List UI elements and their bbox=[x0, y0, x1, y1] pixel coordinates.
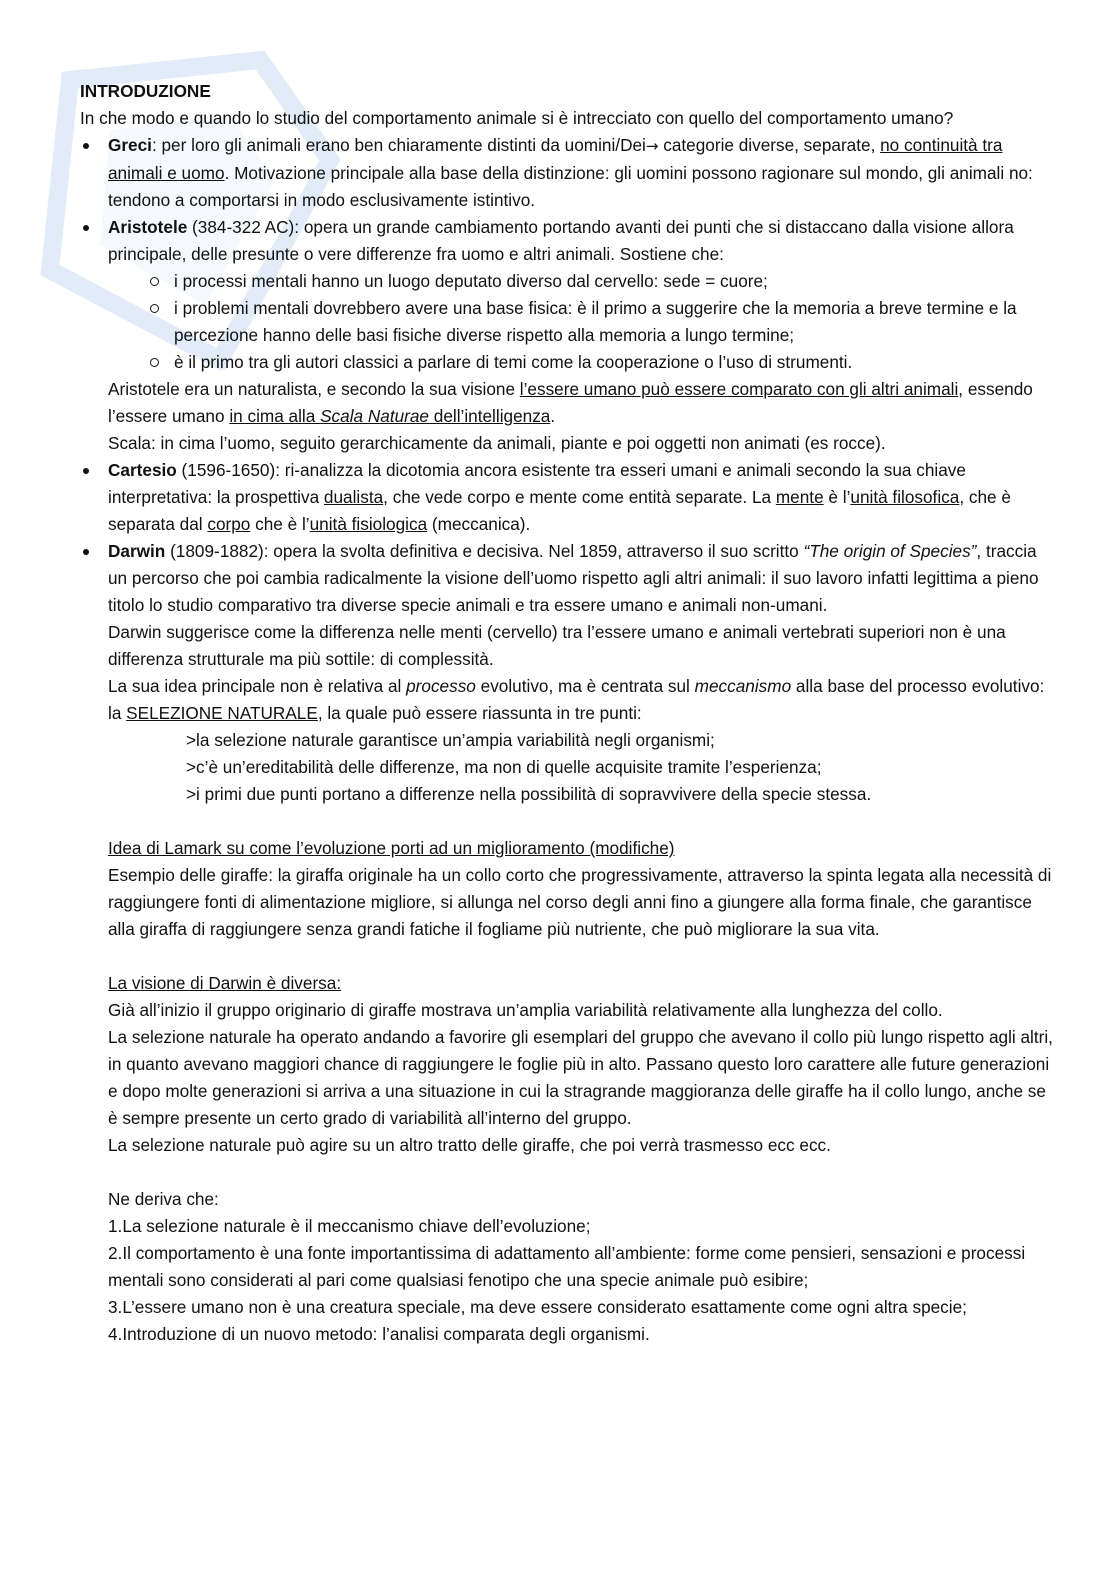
point-line: >i primi due punti portano a differenze nella possibilità di sopravvivere della specie stessa. bbox=[186, 784, 872, 804]
conclusions-section bbox=[80, 1186, 1060, 1348]
list-item-greci: Greci: per loro gli animali erano ben chiaramente distinti da uomini/Dei→ categorie diverse, separate, no continuità tra animali e uomo. Motivazione principale alla base della distinzione: gli uomini possono ragionare sul mondo, gli animali no: tendono a comportarsi in modo esclusivamente istintivo. bbox=[80, 132, 1060, 214]
conclusion-item: 2.Il comportamento è una fonte importantissima di adattamento all’ambiente: forme come pensieri, sensazioni e processi mentali sono considerati al pari come qualsiasi fenotipo che una specie animale può esibire; bbox=[108, 1243, 1026, 1290]
conclusion-item: 1.La selezione naturale è il meccanismo chiave dell’evoluzione; bbox=[108, 1216, 591, 1236]
list-item-cartesio: Cartesio (1596-1650): ri-analizza la dicotomia ancora esistente tra esseri umani e animali secondo la sua chiave interpretativa: la prospettiva dualista, che vede corpo e mente come entità separate. La mente è l’unità filosofica, che è separata dal corpo che è l’unità fisiologica (meccanica). bbox=[80, 457, 1060, 538]
paragraph: Scala: in cima l’uomo, seguito gerarchicamente da animali, piante e poi oggetti non animati (es rocce). bbox=[108, 433, 886, 453]
paragraph: Aristotele era un naturalista, e secondo la sua visione l’essere umano può essere comparato con gli altri animali, essendo l’essere umano in cima alla Scala Naturae dell’intelligenza. bbox=[108, 379, 1033, 426]
circle-bullet-icon bbox=[150, 358, 159, 367]
circle-bullet-icon bbox=[150, 277, 159, 286]
sub-list bbox=[108, 268, 1060, 376]
paragraph: La sua idea principale non è relativa al processo evolutivo, ma è centrata sul meccanismo alla base del processo evolutivo: la SELEZIONE NATURALE, la quale può essere riassunta in tre punti: bbox=[108, 676, 1045, 723]
term-greci: Greci bbox=[108, 135, 152, 155]
darwin-view-section bbox=[80, 970, 1060, 1159]
bullet-icon bbox=[83, 468, 89, 474]
sub-item: i problemi mentali dovrebbero avere una base fisica: è il primo a suggerire che la memoria a breve termine e la percezione hanno delle basi fisiche diverse rispetto alla memoria a lungo termine; bbox=[146, 295, 1060, 349]
conclusion-item: 4.Introduzione di un nuovo metodo: l’analisi comparata degli organismi. bbox=[108, 1324, 650, 1344]
bullet-icon bbox=[83, 143, 89, 149]
document-page bbox=[80, 78, 1060, 1348]
bullet-icon bbox=[83, 225, 89, 231]
intro-question: In che modo e quando lo studio del comportamento animale si è intrecciato con quello del comportamento umano? bbox=[80, 108, 954, 128]
section-heading: Idea di Lamark su come l’evoluzione porti ad un miglioramento (modifiche) bbox=[108, 838, 675, 858]
arrow-right-icon: → bbox=[645, 137, 659, 155]
conclusion-item: 3.L’essere umano non è una creatura speciale, ma deve essere considerato esattamente come ogni altra specie; bbox=[108, 1297, 967, 1317]
paragraph: La selezione naturale ha operato andando a favorire gli esemplari del gruppo che avevano il collo più lungo rispetto agli altri, in quanto avevano maggiori chance di raggiungere le foglie più in alto. Passano questo loro carattere alle future generazioni e dopo molte generazioni si arriva a una situazione in cui la stragrande maggioranza delle giraffe ha il collo lungo, anche se è sempre presente un certo grado di variabilità all’interno del gruppo. bbox=[108, 1027, 1053, 1128]
sub-item: i processi mentali hanno un luogo deputato diverso dal cervello: sede = cuore; bbox=[146, 268, 1060, 295]
point-line: >c’è un’ereditabilità delle differenze, ma non di quelle acquisite tramite l’esperienza; bbox=[186, 757, 822, 777]
list-item-aristotele: Aristotele (384-322 AC): opera un grande cambiamento portando avanti dei punti che si distaccano dalla visione allora principale, delle presunte o vere differenze fra uomo e altri animali. Sostiene che: i processi mentali hanno un luogo deputato diverso dal cervello: sede = cuore; i problemi mentali dovrebbero avere una base fisica: è il primo a suggerire che la memoria a breve termine e la percezione hanno delle basi fisiche diverse rispetto alla memoria a lungo termine; è il primo tra gli autori classici a parlare di temi come la cooperazione o l’uso di strumenti. Aristotele era un naturalista, e secondo la sua visione l’essere umano può essere comparato con gli altri animali, essendo l’essere umano in cima alla Scala Naturae dell’intelligenza. Scala: in cima l’uomo, seguito gerarchicamente da animali, piante e poi oggetti non animati (es rocce). bbox=[80, 214, 1060, 457]
paragraph: Ne deriva che: bbox=[108, 1189, 219, 1209]
bullet-icon bbox=[83, 549, 89, 555]
sub-item: è il primo tra gli autori classici a parlare di temi come la cooperazione o l’uso di strumenti. bbox=[146, 349, 1060, 376]
lamark-section bbox=[80, 835, 1060, 943]
paragraph: La selezione naturale può agire su un altro tratto delle giraffe, che poi verrà trasmesso ecc ecc. bbox=[108, 1135, 831, 1155]
paragraph: Esempio delle giraffe: la giraffa originale ha un collo corto che progressivamente, attraverso la spinta legata alla necessità di raggiungere fonti di alimentazione migliore, si allunga nel corso degli anni fino a giungere alla forma finale, che garantisce alla giraffa di raggiungere senza grandi fatiche il fogliame più nutriente, che può migliorare la sua vita. bbox=[108, 865, 1052, 939]
term-aristotele: Aristotele bbox=[108, 217, 188, 237]
point-line: >la selezione naturale garantisce un’ampia variabilità negli organismi; bbox=[186, 730, 715, 750]
list-item-darwin: Darwin (1809-1882): opera la svolta definitiva e decisiva. Nel 1859, attraverso il suo scritto “The origin of Species”, traccia un percorso che poi cambia radicalmente la visione dell’uomo rispetto agli altri animali: il suo lavoro infatti legittima a pieno titolo lo studio comparativo tra diverse specie animali e tra essere umano e animali non-umani. Darwin suggerisce come la differenza nelle menti (cervello) tra l’essere umano e animali vertebrati superiori non è una differenza strutturale ma più sottile: di complessità. La sua idea principale non è relativa al processo evolutivo, ma è centrata sul meccanismo alla base del processo evolutivo: la SELEZIONE NATURALE, la quale può essere riassunta in tre punti: bbox=[80, 538, 1060, 727]
selection-points bbox=[80, 727, 1060, 808]
section-heading: La visione di Darwin è diversa: bbox=[108, 973, 342, 993]
paragraph: Già all’inizio il gruppo originario di giraffe mostrava un’amplia variabilità relativamente alla lunghezza del collo. bbox=[108, 1000, 943, 1020]
paragraph: Darwin suggerisce come la differenza nelle menti (cervello) tra l’essere umano e animali vertebrati superiori non è una differenza strutturale ma più sottile: di complessità. bbox=[108, 622, 1006, 669]
term-darwin: Darwin bbox=[108, 541, 166, 561]
circle-bullet-icon bbox=[150, 304, 159, 313]
page-title: INTRODUZIONE bbox=[80, 81, 211, 101]
bullet-list bbox=[80, 132, 1060, 727]
term-cartesio: Cartesio bbox=[108, 460, 177, 480]
